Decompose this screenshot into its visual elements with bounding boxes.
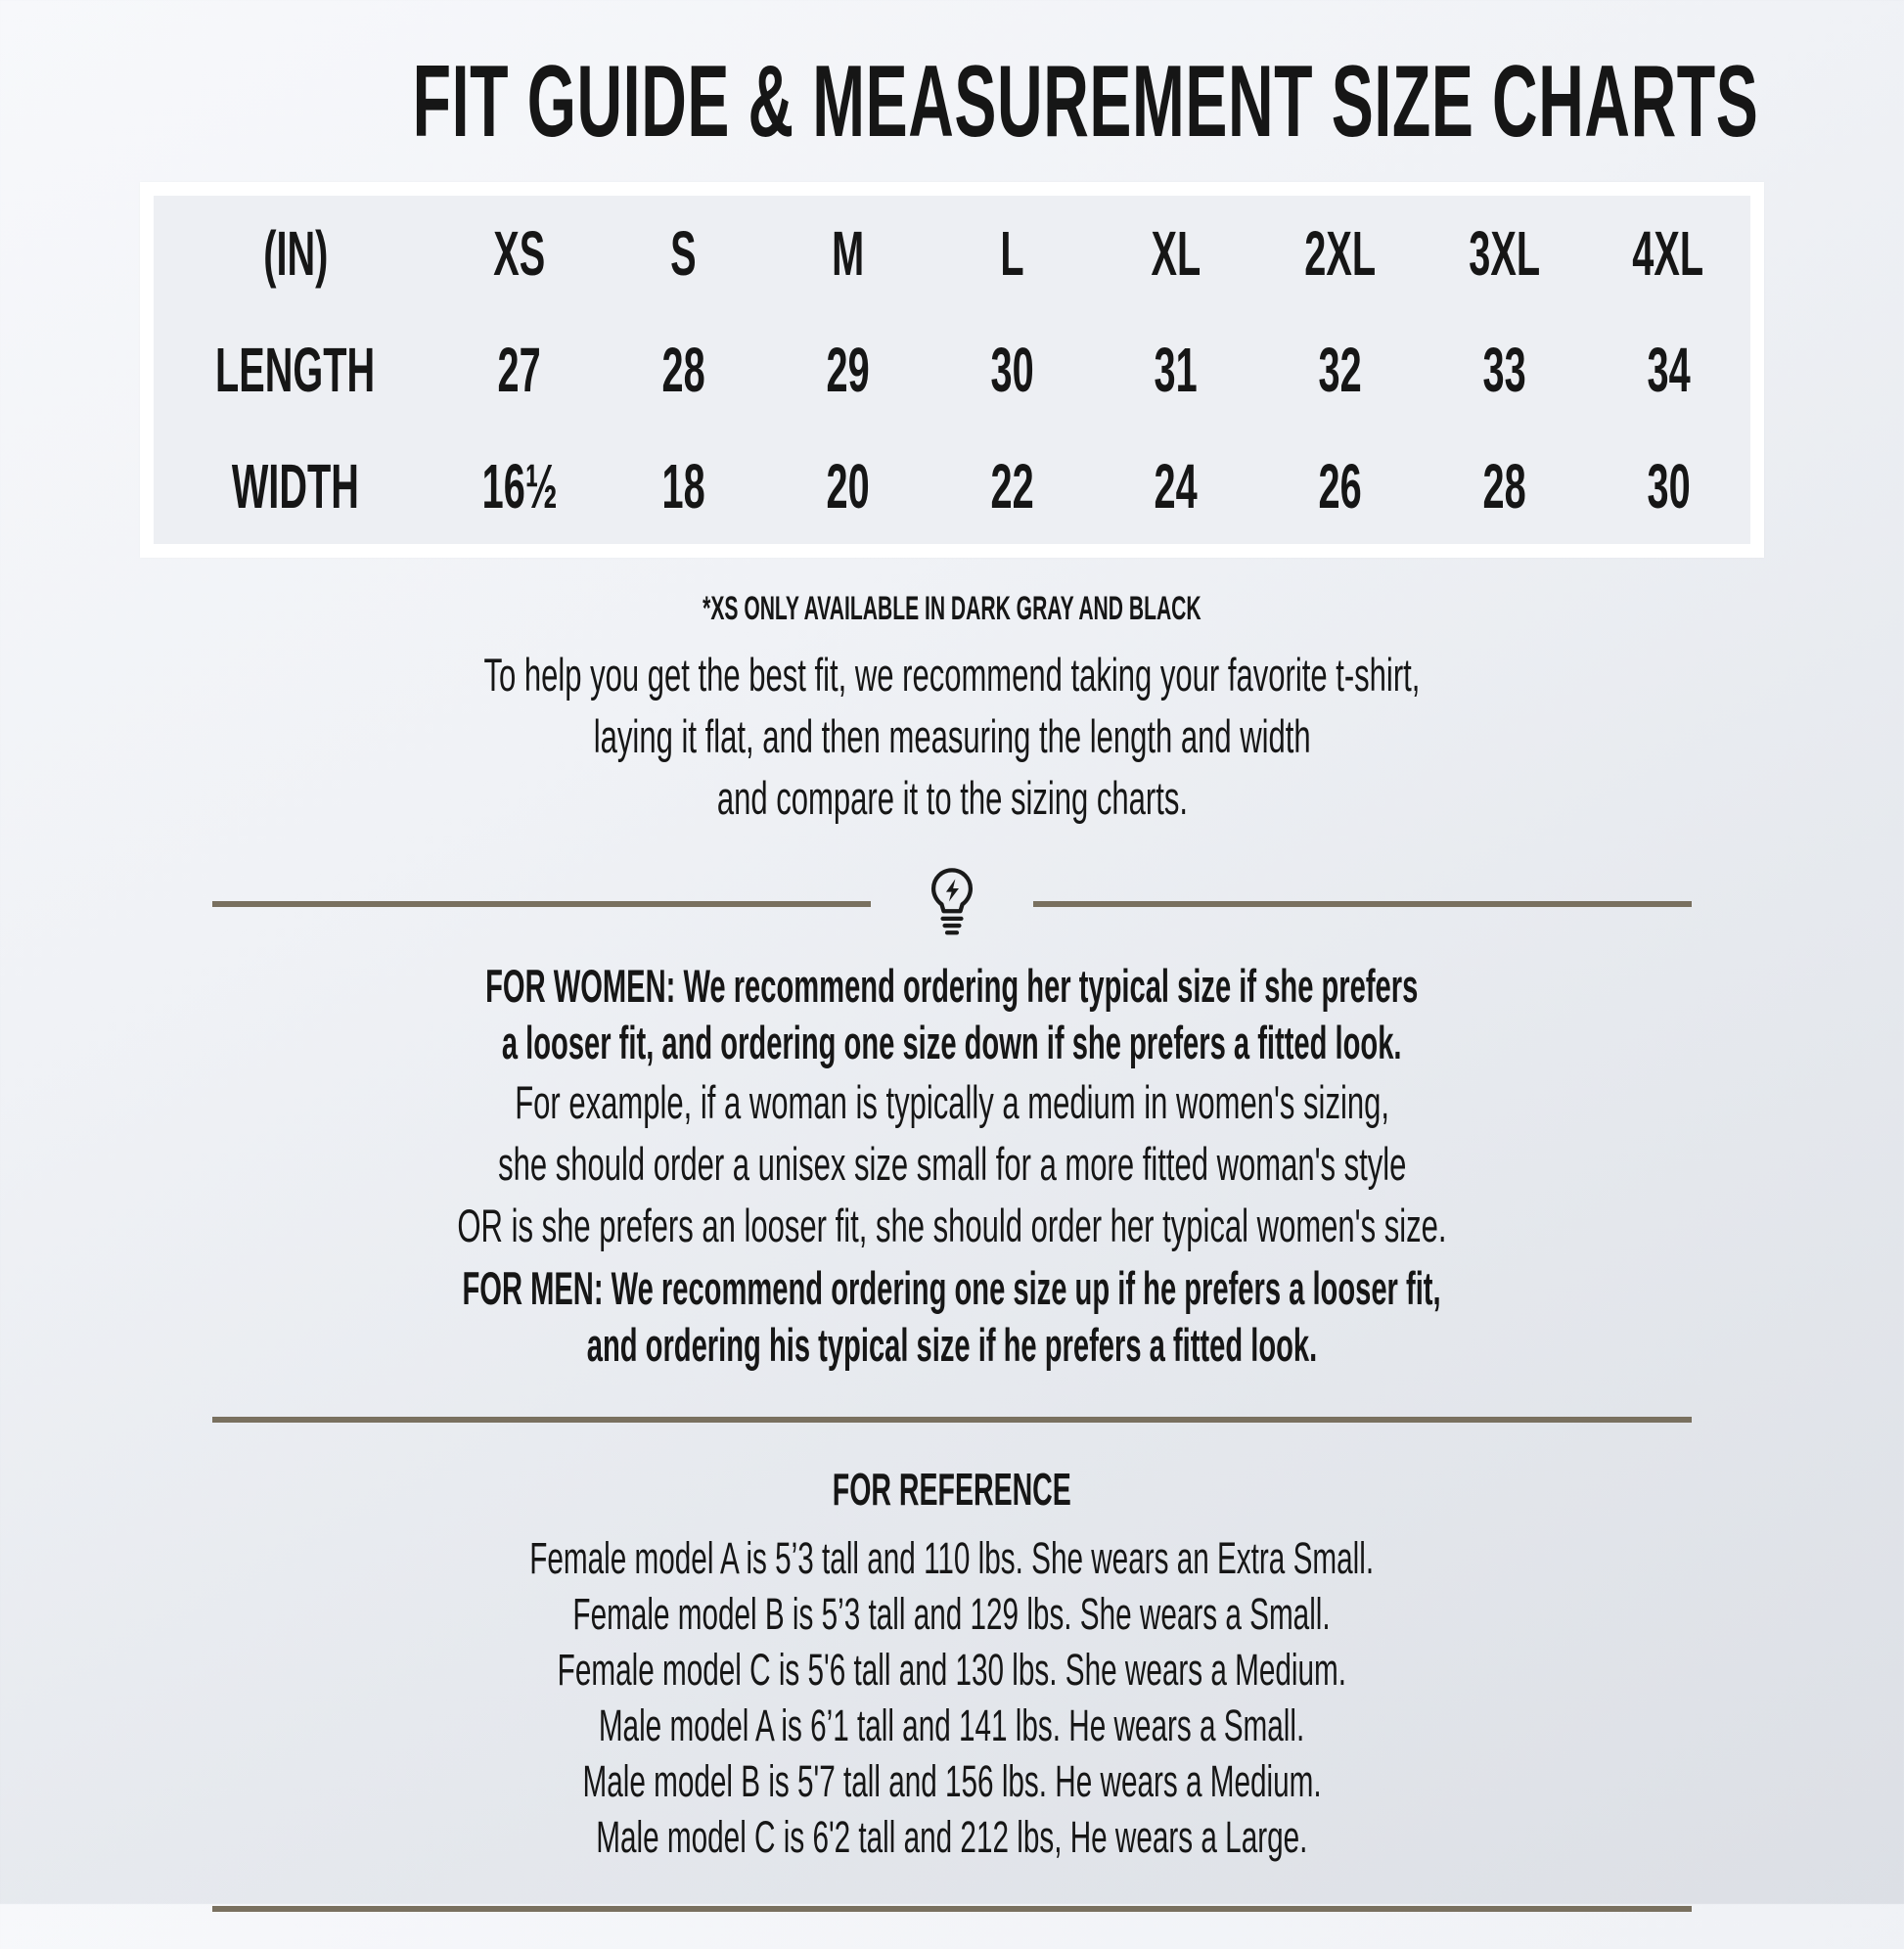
width-cell-3xl: 28: [1482, 450, 1526, 521]
row-label-length: LENGTH: [215, 334, 376, 405]
size-col-header-xl: XL: [1151, 218, 1201, 290]
women-example-line-3: OR is she prefers an looser fit, she should order her typical women's size.: [457, 1200, 1447, 1251]
length-cell-xl: 31: [1154, 334, 1198, 405]
for-women-recommendation: [0, 958, 1904, 1071]
width-cell-xl: 24: [1154, 450, 1198, 521]
intro-line-1: To help you get the best fit, we recommend taking your favorite t-shirt,: [483, 649, 1421, 701]
length-cell-xs: 27: [497, 334, 541, 405]
for-men-recommendation: [0, 1260, 1904, 1374]
size-col-header-2xl: 2XL: [1304, 218, 1377, 290]
width-cell-2xl: 26: [1318, 450, 1362, 521]
width-cell-xs: 16½: [481, 450, 558, 521]
reference-line-1: Female model A is 5’3 tall and 110 lbs. She wears an Extra Small.: [529, 1533, 1375, 1583]
size-chart-table: [154, 196, 1750, 544]
width-cell-m: 20: [826, 450, 870, 521]
women-example-line-1: For example, if a woman is typically a medium in women's sizing,: [515, 1076, 1389, 1128]
reference-line-2: Female model B is 5’3 tall and 129 lbs. She wears a Small.: [572, 1589, 1332, 1639]
length-cell-4xl: 34: [1647, 334, 1691, 405]
divider-left-rule: [212, 901, 871, 907]
reference-list: [0, 1530, 1904, 1865]
size-col-header-m: M: [831, 218, 864, 290]
intro-line-2: laying it flat, and then measuring the length and width: [593, 710, 1311, 762]
row-label-width: WIDTH: [231, 450, 360, 521]
section-divider: [212, 1417, 1692, 1423]
for-men-line-1: FOR MEN: We recommend ordering one size up if he prefers a looser fit,: [462, 1262, 1442, 1314]
length-cell-s: 28: [661, 334, 705, 405]
intro-line-3: and compare it to the sizing charts.: [716, 772, 1188, 824]
reference-line-4: Male model A is 6’1 tall and 141 lbs. He wears a Small.: [599, 1700, 1305, 1750]
width-cell-l: 22: [990, 450, 1034, 521]
reference-heading: FOR REFERENCE: [832, 1464, 1072, 1515]
width-cell-s: 18: [661, 450, 705, 521]
measuring-instructions: [0, 644, 1904, 829]
tip-divider-row: [212, 862, 1692, 946]
reference-line-5: Male model B is 5'7 tall and 156 lbs. He wears a Medium.: [582, 1756, 1322, 1806]
length-cell-3xl: 33: [1482, 334, 1526, 405]
size-col-header-s: S: [670, 218, 697, 290]
xs-availability-footnote: *XS ONLY AVAILABLE IN DARK GRAY AND BLACK: [703, 590, 1201, 627]
reference-line-6: Male model C is 6'2 tall and 212 lbs, He wears a Large.: [596, 1812, 1308, 1862]
size-col-header-4xl: 4XL: [1632, 218, 1704, 290]
size-col-header-l: L: [1000, 218, 1024, 290]
length-cell-m: 29: [826, 334, 870, 405]
women-example-line-2: she should order a unisex size small for a more fitted woman's style: [497, 1138, 1407, 1190]
length-cell-2xl: 32: [1318, 334, 1362, 405]
width-cell-4xl: 30: [1647, 450, 1691, 521]
length-cell-l: 30: [990, 334, 1034, 405]
lightbulb-icon: [926, 864, 978, 944]
size-chart-frame: [140, 182, 1764, 558]
reference-line-3: Female model C is 5'6 tall and 130 lbs. She wears a Medium.: [557, 1645, 1347, 1695]
for-women-line-1: FOR WOMEN: We recommend ordering her typical size if she prefers: [485, 960, 1419, 1012]
for-men-line-2: and ordering his typical size if he prefers a fitted look.: [586, 1319, 1318, 1371]
for-women-line-2: a looser fit, and ordering one size down if she prefers a fitted look.: [502, 1017, 1402, 1068]
size-chart-unit-label: (IN): [262, 218, 329, 290]
size-col-header-3xl: 3XL: [1468, 218, 1540, 290]
size-col-header-xs: XS: [493, 218, 546, 290]
bottom-divider: [212, 1906, 1692, 1912]
divider-right-rule: [1033, 901, 1692, 907]
page-title: FIT GUIDE & MEASUREMENT SIZE CHARTS: [412, 45, 1759, 159]
women-example: [0, 1071, 1904, 1256]
